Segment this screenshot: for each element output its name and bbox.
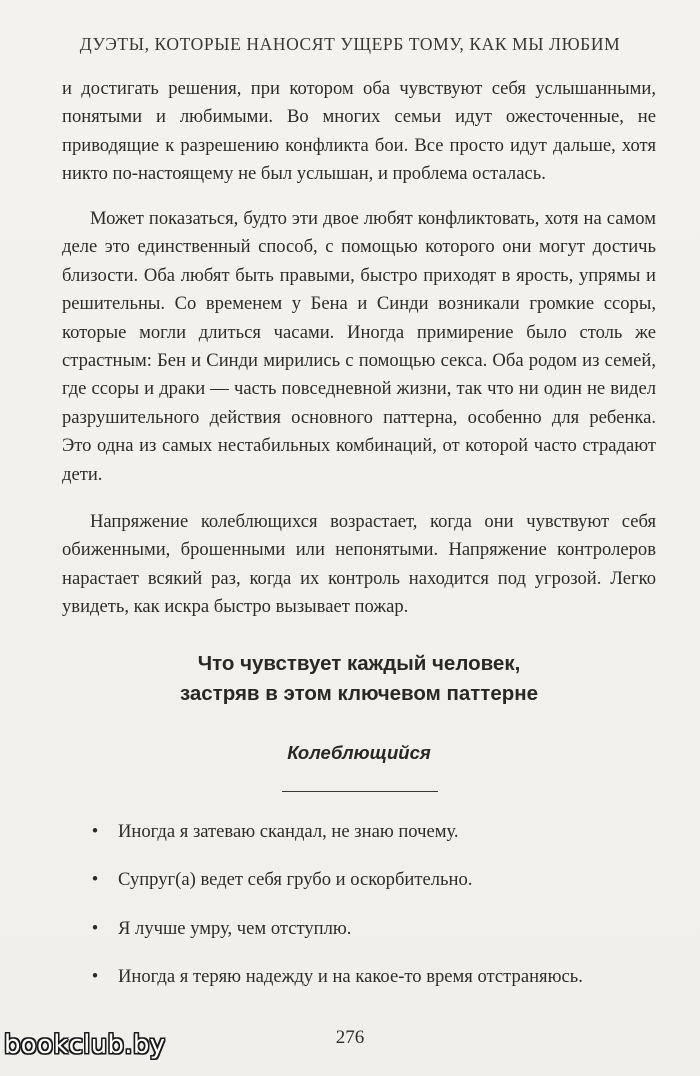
list-item: [88, 915, 656, 943]
list-item-text: Супруг(а) ведет себя грубо и оскорбительно.: [118, 869, 473, 891]
watermark-logo: bookclub.by: [4, 1030, 166, 1060]
bullet-icon: •: [91, 821, 99, 842]
bullet-icon: •: [91, 869, 99, 891]
subheading: Колеблющийся: [287, 742, 431, 763]
page-number: 276: [335, 1027, 365, 1048]
subheading-underline: [282, 791, 438, 792]
list-item: [88, 818, 656, 846]
list-item-text: Я лучше умру, чем отступлю.: [118, 917, 352, 939]
bullet-list: [88, 818, 656, 1012]
paragraph-1: [62, 75, 656, 189]
paragraph-text: Напряжение колеблющихся возрастает, когда они чувствуют себя обиженными, брошенными или непонятыми. Напряжение контролеров нарастает всякий раз, когда их контроль находится под угрозой. Легко увидеть, как искра быстро вызывает пожар.: [62, 511, 656, 618]
paragraph-3: [62, 508, 656, 622]
section-heading: [62, 649, 656, 709]
list-item-text: Иногда я затеваю скандал, не знаю почему.: [118, 821, 459, 842]
section-heading-line-1: Что чувствует каждый человек,: [197, 652, 521, 675]
list-item-text: Иногда я теряю надежду и на какое-то время отстраняюсь.: [118, 966, 583, 988]
paragraph-text: Может показаться, будто эти двое любят конфликтовать, хотя на самом деле это единственный способ, с помощью которого они могут достичь близости. Оба любят быть правыми, быстро приходят в ярость, упрямы и решительны. Со временем у Бена и Синди возникали громкие ссоры, которые могли длиться часами. Иногда примирение было столь же страстным: Бен и Синди мирились с помощью секса. Оба родом из семей, где ссоры и драки — часть повседневной жизни, так что ни один не видел разрушительного действия основного паттерна, особенно для ребенка. Это одна из самых нестабильных комбинаций, от которой часто страдают дети.: [62, 208, 656, 485]
running-title: ДУЭТЫ, КОТОРЫЕ НАНОСЯТ УЩЕРБ ТОМУ, КАК МЫ ЛЮБИМ: [79, 34, 621, 54]
bullet-icon: •: [91, 966, 99, 988]
list-item: [88, 866, 656, 894]
paragraph-2: [62, 205, 656, 489]
section-heading-line-2: застряв в этом ключевом паттерне: [179, 682, 539, 705]
list-item: [88, 963, 656, 991]
paragraph-text: и достигать решения, при котором оба чувствуют себя услышанными, понятыми и любимыми. Во многих семьи идут ожесточенные, не приводящие к разрешению конфликта бои. Все просто идут дальше, хотя никто по-настоящему не был услышан, и проблема осталась.: [62, 78, 656, 185]
bullet-icon: •: [91, 917, 99, 939]
